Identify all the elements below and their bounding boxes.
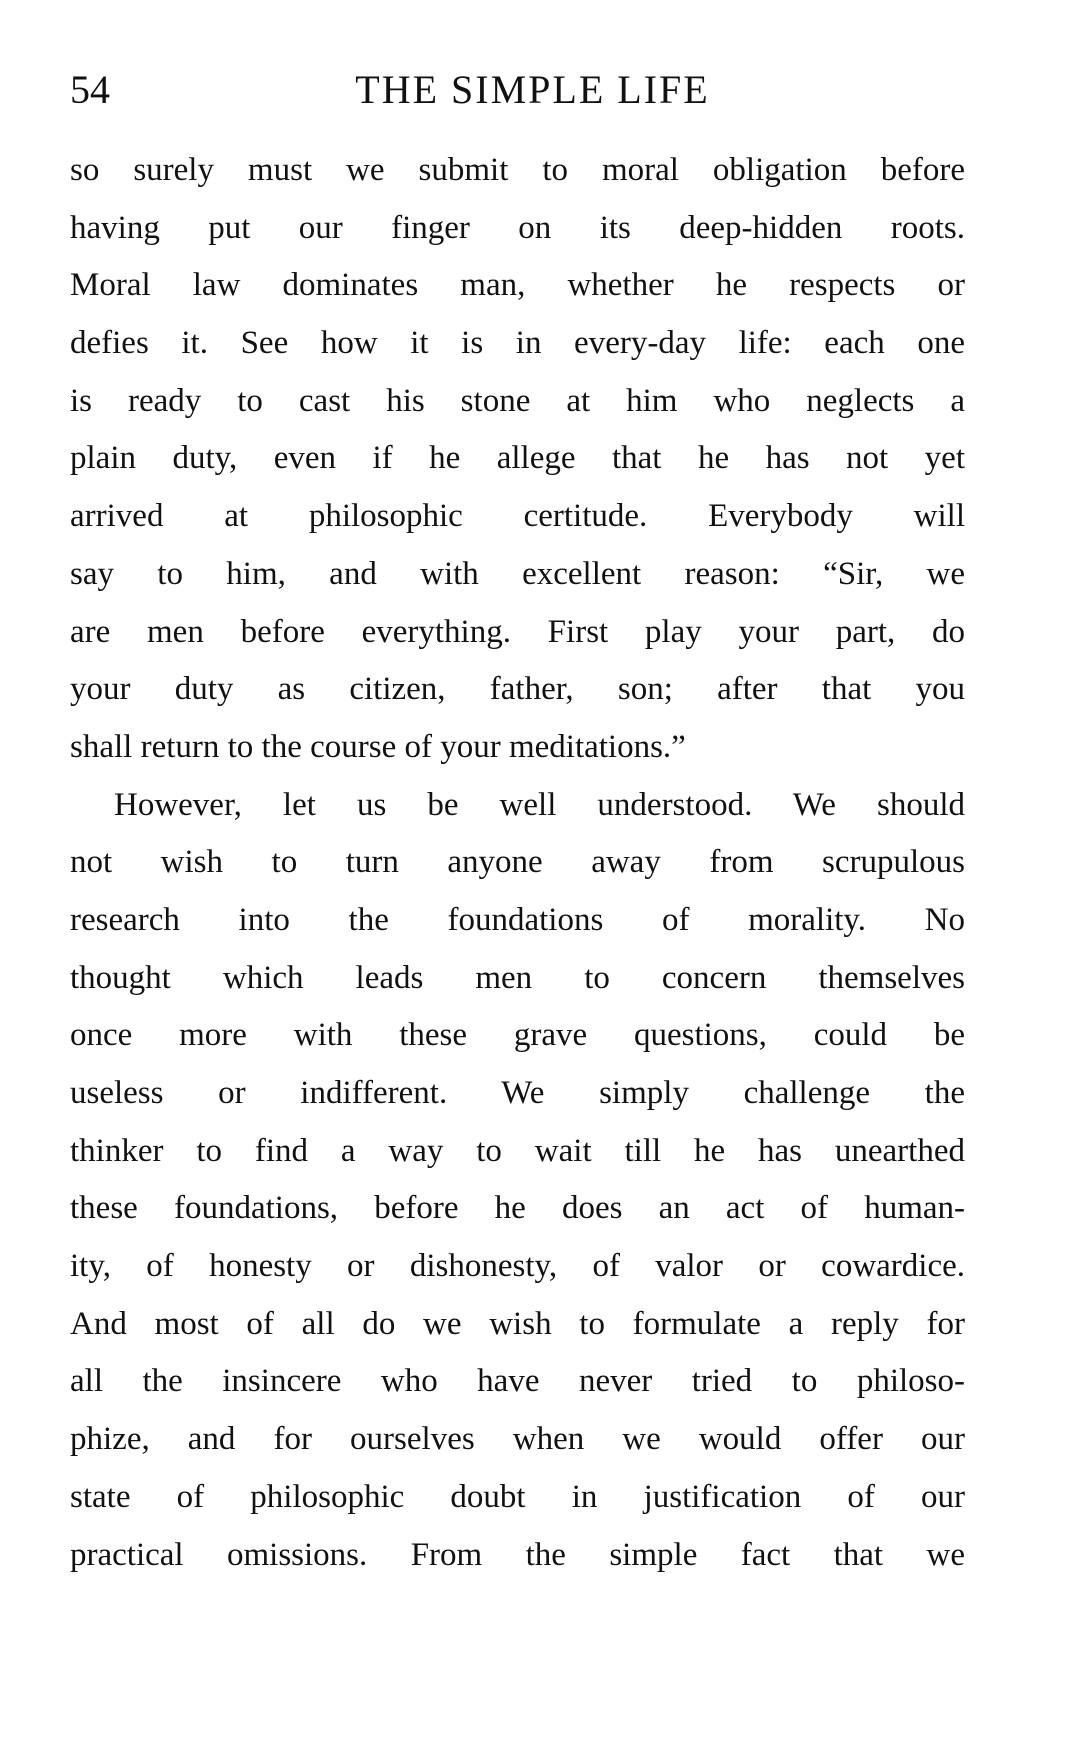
text-line: your duty as citizen, father, son; after that you (70, 671, 965, 708)
text-line: once more with these grave questions, could be (70, 1017, 965, 1054)
text-line: practical omissions. From the simple fact that we (70, 1536, 965, 1573)
text-line: shall return to the course of your meditations.” (70, 728, 686, 765)
text-line: having put our finger on its deep-hidden roots. (70, 209, 965, 246)
page-header (70, 62, 965, 122)
text-line: defies it. See how it is in every-day life: each one (70, 325, 965, 362)
text-line: all the insincere who have never tried to philoso- (70, 1363, 965, 1400)
text-line: phize, and for ourselves when we would offer our (70, 1421, 965, 1458)
text-line: useless or indifferent. We simply challenge the (70, 1075, 965, 1111)
text-line: these foundations, before he does an act of human- (70, 1190, 965, 1227)
text-line: thought which leads men to concern themselves (70, 959, 965, 996)
text-line: say to him, and with excellent reason: “Sir, we (70, 555, 965, 592)
text-line: is ready to cast his stone at him who neglects a (70, 382, 965, 419)
text-line: are men before everything. First play your part, do (70, 613, 965, 650)
text-line: thinker to find a way to wait till he has unearthed (70, 1132, 965, 1169)
text-line: And most of all do we wish to formulate a reply for (70, 1305, 965, 1342)
text-line: However, let us be well understood. We should (114, 786, 965, 823)
text-line: arrived at philosophic certitude. Everybody will (70, 498, 965, 535)
page-number: 54 (70, 67, 110, 112)
text-line: not wish to turn anyone away from scrupulous (70, 844, 965, 881)
text-line: state of philosophic doubt in justification of our (70, 1478, 965, 1515)
text-line: plain duty, even if he allege that he has not yet (70, 440, 965, 477)
text-line: so surely must we submit to moral obligation before (70, 152, 965, 188)
text-line: ity, of honesty or dishonesty, of valor or cowardice. (70, 1248, 965, 1285)
text-line: research into the foundations of morality. No (70, 901, 965, 938)
text-line: Moral law dominates man, whether he respects or (70, 267, 965, 304)
body-text (70, 142, 965, 1584)
running-title: THE SIMPLE LIFE (355, 67, 710, 112)
